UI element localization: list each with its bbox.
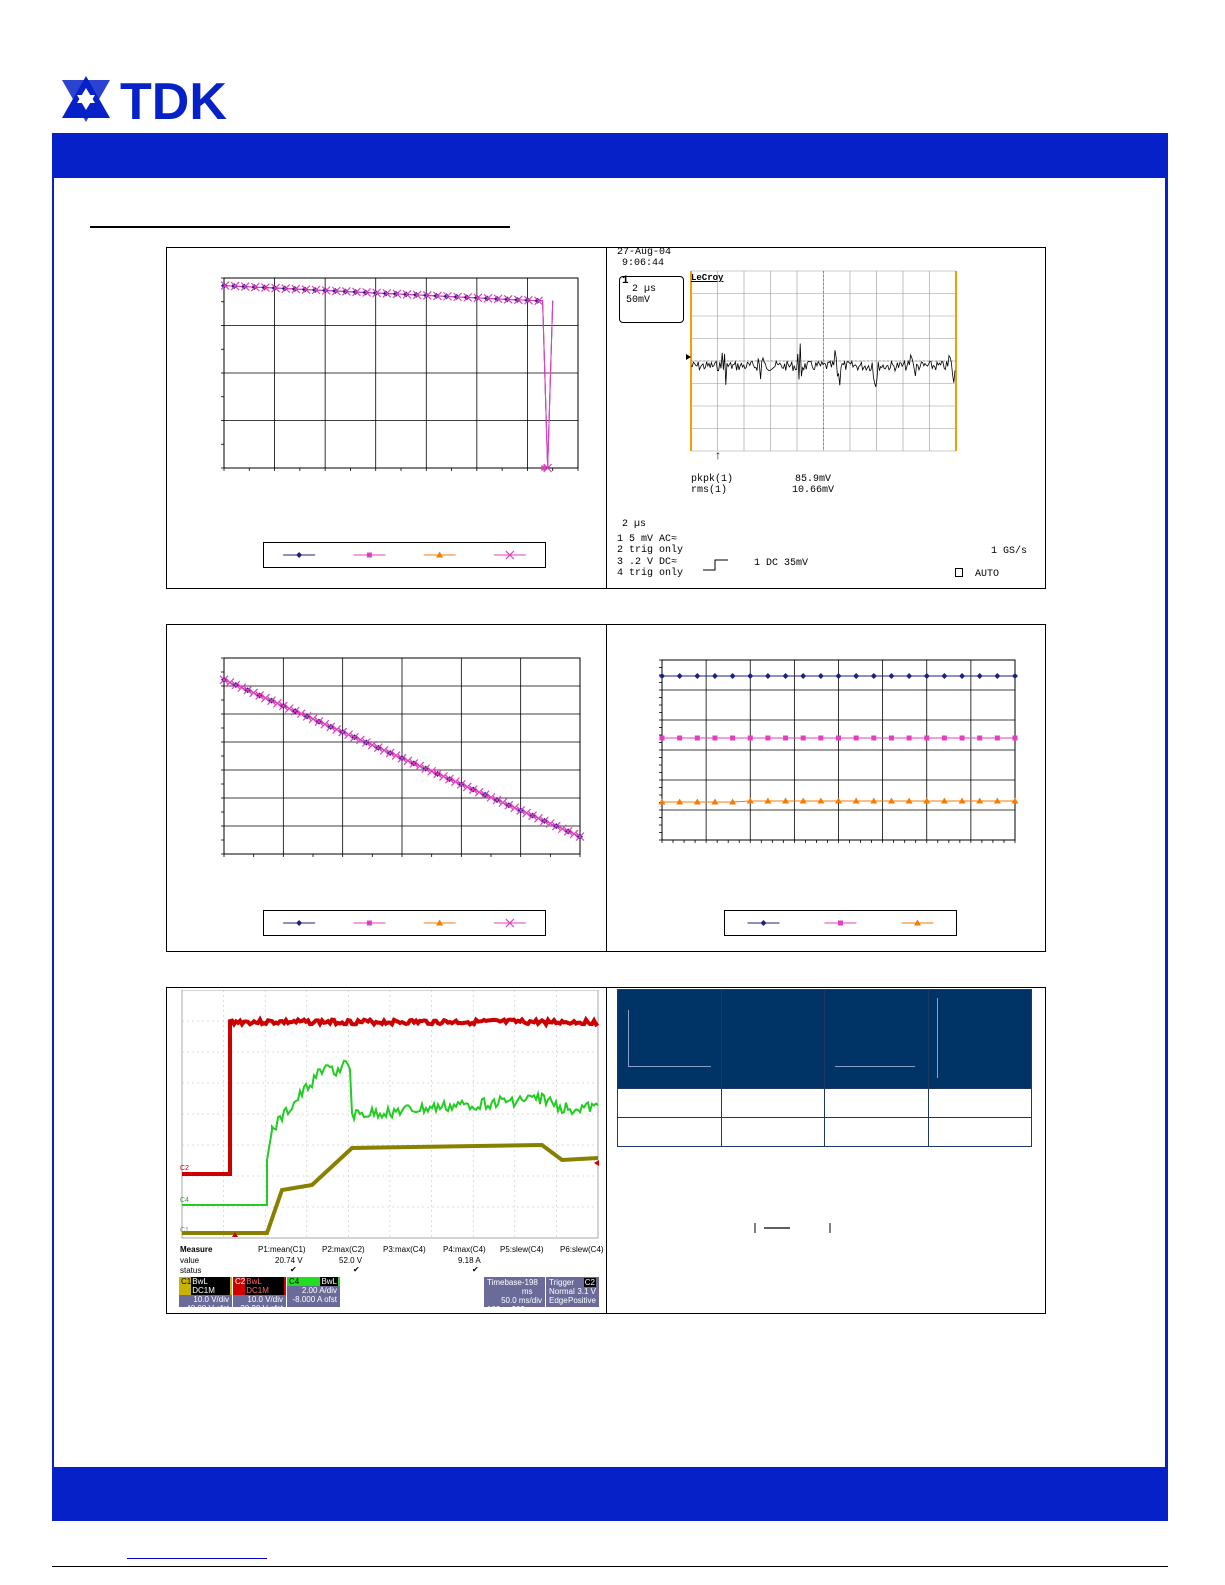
scope2-trig-l2b: Positive: [567, 1296, 596, 1305]
scope2-status-label: status: [180, 1266, 202, 1275]
chart-1-legend: [263, 542, 546, 568]
scope2-tb-l2b: 200 kS/s: [511, 1305, 527, 1323]
scope1-rate: 1 GS/s: [991, 546, 1028, 557]
data-point: [907, 736, 912, 741]
scope2-label-c1: C1: [180, 1227, 189, 1234]
scope2-trig-tag: C2: [584, 1278, 595, 1287]
footer-bar: [52, 1467, 1168, 1521]
scope1-tb: 2 µs: [632, 284, 657, 295]
page-border-right: [1165, 178, 1168, 1468]
scope1-trigger-arrow: ↑: [715, 448, 721, 462]
header-bar: [52, 133, 1168, 178]
table-header-cell: [825, 990, 929, 1089]
scope1-ch1: 1 5 mV AC≈: [617, 534, 678, 545]
scope2-c4-l1: 2.00 A/div: [301, 1286, 337, 1295]
scope2-c2-tag: BwL DC1M: [245, 1277, 284, 1295]
scope2-v1: 20.74 V: [275, 1256, 303, 1265]
scope2-value-label: value: [180, 1256, 200, 1265]
scope1-ch4: 4 trig only: [617, 568, 684, 579]
data-point: [995, 736, 1000, 741]
scope2-trig-title: Trigger: [549, 1278, 575, 1287]
scope2-c2-l1: 10.0 V/div: [247, 1295, 283, 1304]
legend-marker: [296, 920, 302, 926]
scope2-check2: ✔: [353, 1265, 360, 1274]
scope2-trig-l1b: 3.1 V: [577, 1287, 596, 1296]
table-header-cell: [928, 990, 1032, 1089]
scope2-c4-block: [287, 1277, 340, 1307]
data-point: [677, 736, 682, 741]
table-row: [618, 1089, 1032, 1118]
tdk-logo: [58, 72, 284, 126]
scope2-trig-l1a: Normal: [549, 1287, 575, 1296]
data-point: [801, 736, 806, 741]
data-point: [695, 736, 700, 741]
scope1-mode: AUTO: [975, 569, 1000, 580]
scope2-c2-title: C2: [235, 1277, 246, 1286]
legend-marker: [761, 920, 767, 926]
data-point: [765, 736, 770, 741]
chart-2: [200, 650, 590, 860]
scope2-tb-val: -198 ms: [521, 1278, 538, 1296]
data-point: [889, 736, 894, 741]
legend-marker: [367, 553, 372, 558]
data-point: [783, 736, 788, 741]
scope1-time: 9:06:44: [622, 258, 665, 269]
data-point: [836, 736, 841, 741]
data-point: [712, 736, 717, 741]
scope1-info-box: [619, 276, 684, 323]
scope2-trigger-block: [546, 1277, 599, 1307]
section-title-underline: [90, 226, 510, 228]
scope2-label-c4: C4: [180, 1197, 189, 1204]
scope1-meas1-label: pkpk(1): [691, 474, 734, 485]
scope2-screen: [178, 990, 600, 1242]
data-point: [942, 736, 947, 741]
panel-divider: [606, 625, 607, 951]
scope2-check1: ✔: [290, 1265, 297, 1274]
scope2-p5: P5:slew(C4): [500, 1245, 544, 1254]
chart-3-legend: [724, 910, 957, 936]
scope1-meas2-value: 10.66mV: [792, 485, 835, 496]
scope2-v2: 52.0 V: [339, 1256, 363, 1265]
scope2-v4: 9.18 A: [458, 1256, 481, 1265]
data-point: [871, 736, 876, 741]
legend-marker: [296, 552, 302, 558]
data-point: [748, 736, 753, 741]
data-point: [818, 736, 823, 741]
chart-3: [650, 652, 1025, 847]
data-point: [854, 736, 859, 741]
scope2-p3: P3:max(C4): [383, 1245, 426, 1254]
scope1-trig: 1 DC 35mV: [754, 558, 809, 569]
tdk-logo-svg: [58, 72, 284, 126]
scope2-tb-l2a: 100 kS: [487, 1305, 501, 1323]
scope1-ch3: 3 .2 V DC≈: [617, 557, 678, 568]
scope2-timebase-block: [484, 1277, 545, 1323]
spec-table: [617, 989, 1032, 1147]
formula-fraction-mark: [752, 1222, 834, 1234]
scope2-c4-title: C4: [289, 1277, 300, 1286]
chart-2-legend: [263, 910, 546, 936]
logo-text: TDK: [120, 73, 227, 126]
scope2-p1: P1:mean(C1): [258, 1245, 306, 1254]
scope2-trig-l2a: Edge: [549, 1296, 568, 1305]
scope1-trigger-edge-icon: [703, 559, 729, 571]
panel-divider: [606, 248, 607, 588]
scope2-c4-l2: -8.000 A ofst: [292, 1295, 337, 1304]
legend-marker: [367, 921, 372, 926]
scope2-measure-label: Measure: [180, 1245, 213, 1254]
scope2-c1-l2: -40.00 V ofst: [183, 1304, 229, 1313]
table-header-cell: [721, 990, 825, 1089]
scope2-p4: P4:max(C4): [443, 1245, 486, 1254]
scope2-c1-l1: 10.0 V/div: [193, 1295, 229, 1304]
data-point: [1013, 736, 1018, 741]
scope1-brand: LeCroy: [691, 273, 724, 283]
scope2-p2: P2:max(C2): [322, 1245, 365, 1254]
data-point: [541, 466, 546, 471]
scope1-date: 27-Aug-04: [617, 247, 672, 258]
scope1-meas2-label: rms(1): [691, 485, 728, 496]
footer-rule: [52, 1566, 1168, 1567]
footer-link-underline[interactable]: [127, 1558, 267, 1559]
scope1-ch2: 2 trig only: [617, 545, 684, 556]
scope2-c4-tag: BwL: [321, 1277, 337, 1286]
panel-divider: [606, 988, 607, 1313]
scope1-timebase: 2 µs: [622, 519, 647, 530]
scope1-meas1-value: 85.9mV: [795, 474, 832, 485]
table-header-cell: [618, 990, 722, 1089]
scope2-c2-l2: -20.20 V ofst: [237, 1304, 283, 1313]
scope1-vdiv: 50mV: [626, 295, 651, 306]
scope2-c1-tag: BwL DC1M: [191, 1277, 230, 1295]
legend-marker: [838, 921, 843, 926]
data-point: [960, 736, 965, 741]
data-point: [977, 736, 982, 741]
scope2-c2-block: [233, 1277, 286, 1313]
scope2-c1-block: [179, 1277, 232, 1313]
scope2-p6: P6:slew(C4): [560, 1245, 604, 1254]
data-point: [660, 736, 665, 741]
chart-1: [200, 270, 590, 480]
table-header-row: [618, 990, 1032, 1089]
scope2-check4: ✔: [472, 1265, 479, 1274]
scope2-tb-title: Timebase: [487, 1278, 522, 1287]
scope1-trace-marker: 1: [622, 275, 629, 287]
scope1-screen: [686, 270, 960, 452]
scope2-tb-l1: 50.0 ms/div: [501, 1296, 542, 1305]
scope2-c1-title: C1: [181, 1277, 192, 1286]
data-point: [924, 736, 929, 741]
scope1-mode-icon: [955, 568, 963, 577]
data-point: [730, 736, 735, 741]
scope2-label-c2: C2: [180, 1165, 189, 1172]
table-row: [618, 1118, 1032, 1147]
page-border-left: [52, 178, 54, 1468]
